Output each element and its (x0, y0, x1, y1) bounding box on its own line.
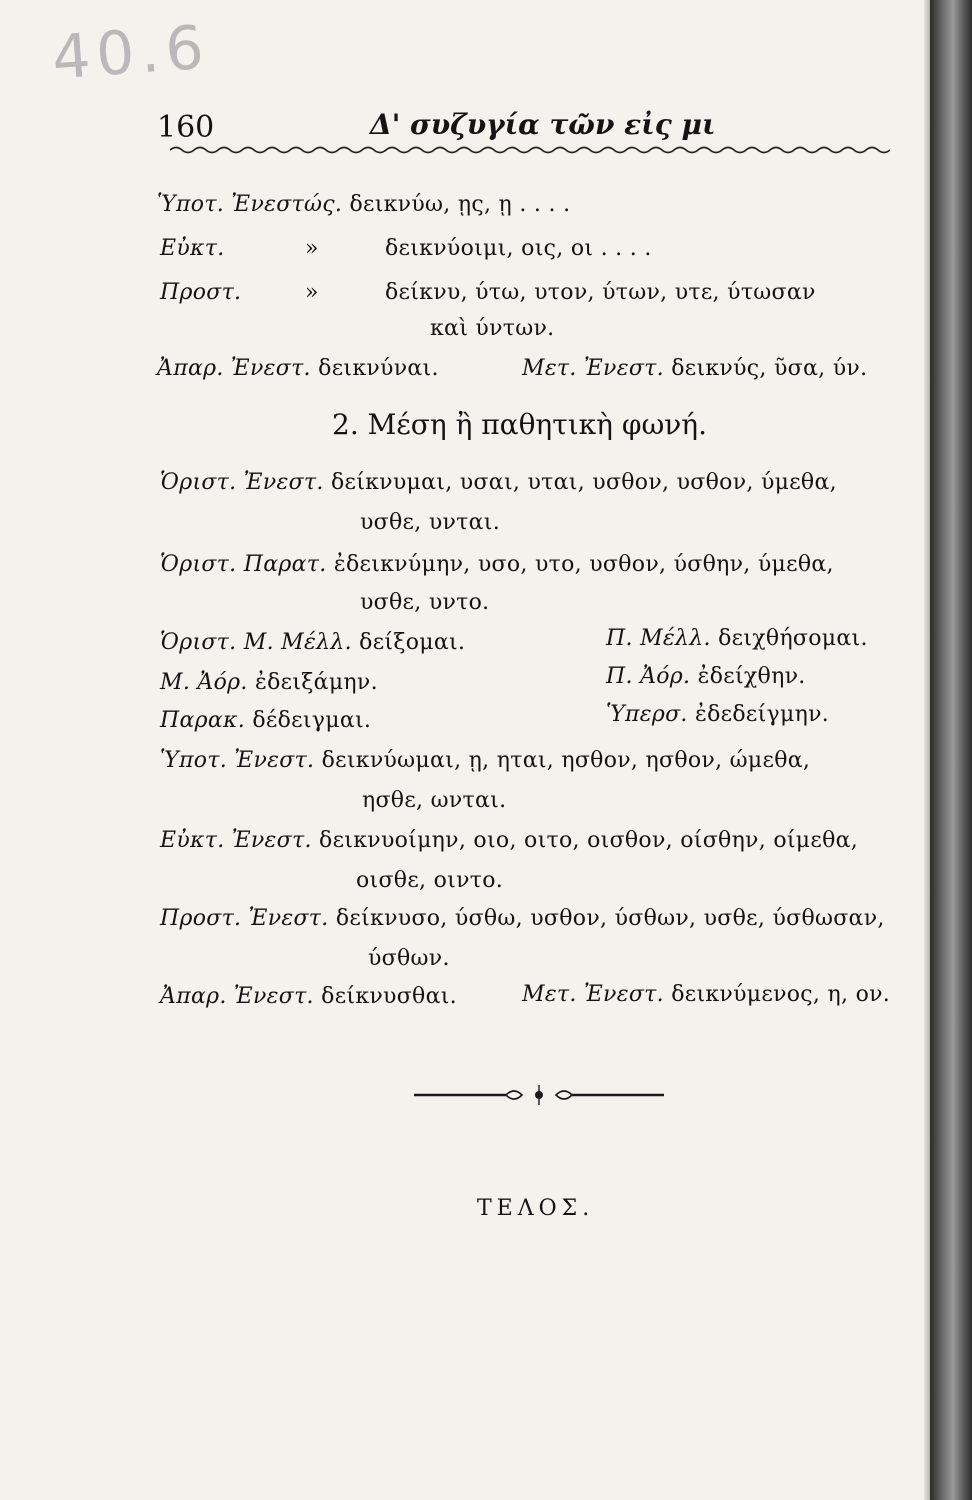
page-number: 160 (157, 110, 215, 145)
conj-row (160, 984, 457, 1009)
row-forms: δεικνύς, ῦσα, ύν. (671, 356, 868, 381)
conj-row (160, 828, 858, 853)
row-forms: δεικνύω, ῃς, ῃ . . . . (349, 192, 571, 217)
book-spine (930, 0, 972, 1500)
section-title: 2. Μέση ἢ παθητικὴ φωνή. (332, 408, 707, 441)
row-forms: δεικνυοίμην, οιο, οιτο, οισθον, οίσθην, οίμεθα, (319, 828, 859, 853)
running-title: Δ' συζυγία τῶν εἰς μι (370, 108, 716, 141)
conj-row (160, 552, 834, 577)
conj-row (160, 670, 378, 695)
conj-row (160, 236, 225, 261)
row-continuation: ησθε, ωνται. (362, 788, 507, 813)
row-label: Παρακ. (160, 708, 246, 733)
conj-row (157, 356, 439, 381)
conj-row-secondary (606, 702, 829, 727)
row-forms: ἐδείχθην. (697, 664, 806, 689)
conj-row (160, 906, 885, 931)
conj-row-secondary (606, 664, 806, 689)
row-forms: ἐδεικνύμην, υσο, υτο, υσθον, ύσθην, ύμεθα, (333, 552, 834, 577)
row-label: Π. Μέλλ. (606, 626, 711, 651)
row-label: Μετ. Ἐνεστ. (522, 356, 664, 381)
row-continuation: υσθε, υνται. (360, 510, 501, 535)
row-forms: δείκνυ, ύτω, υτον, ύτων, υτε, ύτωσαν (385, 280, 816, 305)
conj-row (160, 748, 810, 773)
row-continuation: καὶ ύντων. (430, 316, 555, 341)
row-label: Προστ. Ἐνεστ. (160, 906, 329, 931)
row-forms: ἐδειξάμην. (254, 670, 378, 695)
row-forms: δειχθήσομαι. (718, 626, 868, 651)
end-word: ΤΕΛΟΣ. (477, 1196, 595, 1221)
row-label: Ἀπαρ. Ἐνεστ. (157, 356, 311, 381)
row-continuation: οισθε, οιντο. (356, 868, 504, 893)
row-forms: δείκνυμαι, υσαι, υται, υσθον, υσθον, ύμεθα, (330, 470, 837, 495)
conj-row-secondary (522, 982, 890, 1007)
conj-row (160, 708, 371, 733)
row-forms: ἐδεδείγμην. (695, 702, 830, 727)
row-label: Ὑπερσ. (606, 702, 688, 727)
row-forms: δεικνύμενος, η, ον. (671, 982, 891, 1007)
row-label: Εὐκτ. Ἐνεστ. (160, 828, 312, 853)
row-label: Ὑποτ. Ἐνεστ. (160, 748, 315, 773)
conj-row (160, 280, 241, 305)
row-label: Μ. Ἀόρ. (160, 670, 248, 695)
ornament-divider (414, 1082, 664, 1108)
row-forms: δείκνυσο, ύσθω, υσθον, ύσθων, υσθε, ύσθωσαν, (335, 906, 885, 931)
conj-row-secondary (522, 356, 867, 381)
row-forms: δεικνύωμαι, ῃ, ηται, ησθον, ησθον, ώμεθα, (321, 748, 811, 773)
conj-row (157, 192, 570, 217)
row-forms: δεικνύναι. (318, 356, 439, 381)
row-label: Ὑποτ. Ἐνεστώς. (157, 192, 343, 217)
conj-row-secondary (606, 626, 868, 651)
ditto-mark: » (305, 236, 319, 261)
row-label: Προστ. (160, 280, 242, 305)
row-label: Π. Ἀόρ. (606, 664, 691, 689)
row-label: Εὐκτ. (160, 236, 225, 261)
row-forms: δέδειγμαι. (252, 708, 372, 733)
conj-row (160, 470, 837, 495)
ditto-mark: » (305, 280, 319, 305)
row-forms: δείξομαι. (359, 630, 466, 655)
header-wavy-rule (170, 143, 890, 157)
pencil-margin-note: 40.6 (49, 12, 212, 94)
row-continuation: υσθε, υντο. (360, 590, 490, 615)
row-continuation: ύσθων. (368, 946, 450, 971)
row-label: Ἀπαρ. Ἐνεστ. (160, 984, 314, 1009)
row-label: Μετ. Ἐνεστ. (522, 982, 664, 1007)
row-forms: δεικνύοιμι, οις, οι . . . . (385, 236, 652, 261)
row-label: Ὁριστ. Ἐνεστ. (160, 470, 324, 495)
row-forms: δείκνυσθαι. (321, 984, 457, 1009)
row-label: Ὁριστ. Μ. Μέλλ. (160, 630, 352, 655)
row-label: Ὁριστ. Παρατ. (160, 552, 327, 577)
conj-row (160, 630, 465, 655)
